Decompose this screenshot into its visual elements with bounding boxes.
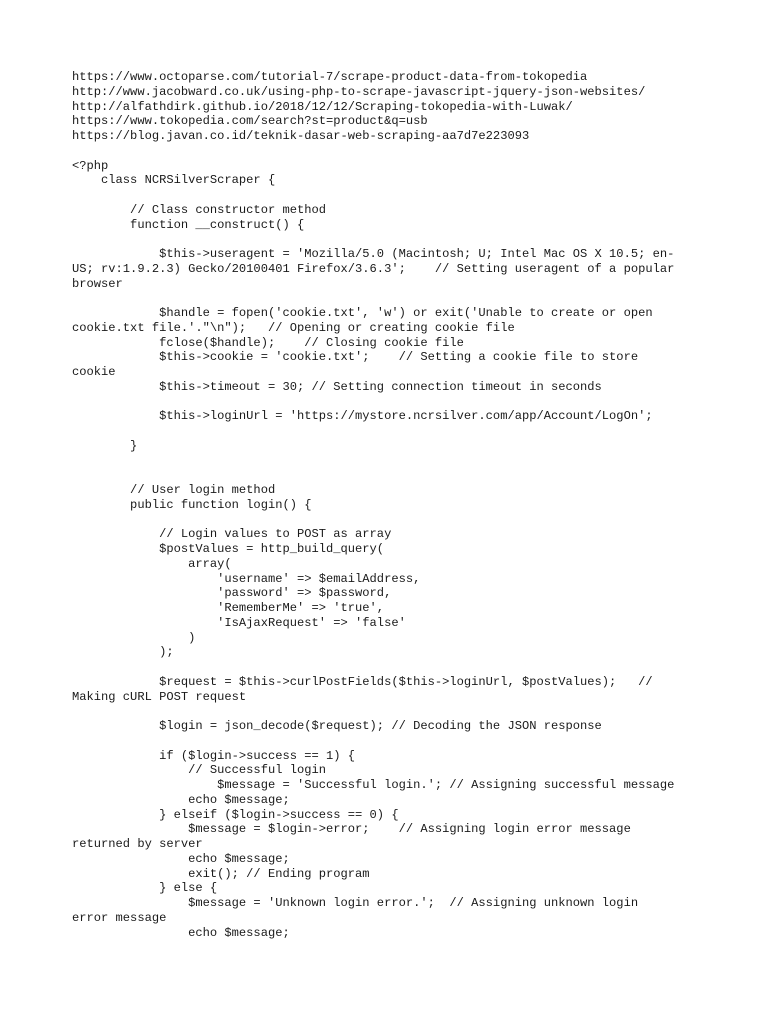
code-line: // Successful login — [72, 763, 327, 778]
code-line: if ($login->success == 1) { — [72, 748, 356, 763]
code-line: $message = 'Successful login.'; // Assigning successful message — [72, 778, 675, 792]
code-line: https://blog.javan.co.id/teknik-dasar-web-scraping-aa7d7e223093 — [72, 129, 530, 143]
code-line — [72, 291, 712, 306]
code-line: 'username' => $emailAddress, — [72, 571, 421, 586]
code-line — [72, 395, 712, 410]
code-line: $postValues = http_build_query( — [72, 542, 385, 556]
code-line: https://www.tokopedia.com/search?st=product&q=usb — [72, 114, 428, 129]
code-line: $login = json_decode($request); // Decoding the JSON response — [72, 719, 602, 733]
code-line: http://www.jacobward.co.uk/using-php-to-scrape-javascript-jquery-json-websites/ — [72, 84, 646, 99]
code-line: http://alfathdirk.github.io/2018/12/12/Scraping-tokopedia-with-Luwak/ — [72, 99, 573, 114]
code-line: $this->cookie = 'cookie.txt'; // Setting a cookie file to store — [72, 350, 639, 365]
code-line — [72, 232, 712, 247]
code-line: $this->loginUrl = 'https://mystore.ncrsilver.com/app/Account/LogOn'; — [72, 409, 653, 424]
code-line: $message = $login->error; // Assigning login error message — [72, 822, 631, 837]
code-line: cookie — [72, 365, 116, 379]
code-line: } else { — [72, 881, 218, 896]
code-line: } — [72, 438, 138, 453]
code-line: $this->timeout = 30; // Setting connection timeout in seconds — [72, 379, 602, 394]
code-line — [72, 188, 712, 203]
code-line: $handle = fopen('cookie.txt', 'w') or exit('Unable to create or open — [72, 306, 653, 320]
code-line — [72, 704, 712, 719]
code-line: // User login method — [72, 483, 276, 497]
code-line: // Login values to POST as array — [72, 527, 392, 542]
code-line: echo $message; — [72, 792, 290, 807]
code-line — [72, 513, 712, 528]
code-line: returned by server — [72, 837, 203, 851]
code-line: cookie.txt file.'."\n"); // Opening or creating cookie file — [72, 320, 515, 335]
code-line: function __construct() { — [72, 217, 305, 232]
code-line: browser — [72, 276, 123, 291]
code-line: array( — [72, 556, 232, 571]
code-line: class NCRSilverScraper { — [72, 173, 276, 188]
code-line: 'IsAjaxRequest' => 'false' — [72, 615, 406, 630]
code-line — [72, 734, 712, 749]
code-line: $request = $this->curlPostFields($this->loginUrl, $postValues); // — [72, 674, 653, 689]
code-line: ) — [72, 630, 196, 645]
document-body — [72, 70, 712, 940]
code-line: $this->useragent = 'Mozilla/5.0 (Macintosh; U; Intel Mac OS X 10.5; en- — [72, 247, 675, 261]
code-line: Making cURL POST request — [72, 689, 247, 704]
code-line: <?php — [72, 158, 109, 173]
code-line — [72, 660, 712, 675]
code-line: https://www.octoparse.com/tutorial-7/scrape-product-data-from-tokopedia — [72, 70, 588, 84]
code-line: $message = 'Unknown login error.'; // Assigning unknown login — [72, 896, 639, 910]
code-line: US; rv:1.9.2.3) Gecko/20100401 Firefox/3.6.3'; // Setting useragent of a popular — [72, 261, 675, 276]
code-line: } elseif ($login->success == 0) { — [72, 807, 399, 822]
code-line: exit(); // Ending program — [72, 866, 370, 881]
code-line: ); — [72, 645, 174, 660]
code-line: // Class constructor method — [72, 202, 327, 217]
code-line: 'RememberMe' => 'true', — [72, 601, 385, 615]
code-line — [72, 454, 712, 469]
code-line: public function login() { — [72, 497, 312, 512]
code-line: 'password' => $password, — [72, 586, 392, 601]
code-line: error message — [72, 910, 167, 925]
code-line: fclose($handle); // Closing cookie file — [72, 335, 464, 350]
code-line — [72, 144, 712, 159]
code-line — [72, 424, 712, 439]
code-line: echo $message; — [72, 925, 290, 940]
code-line — [72, 468, 712, 483]
code-line: echo $message; — [72, 851, 290, 866]
